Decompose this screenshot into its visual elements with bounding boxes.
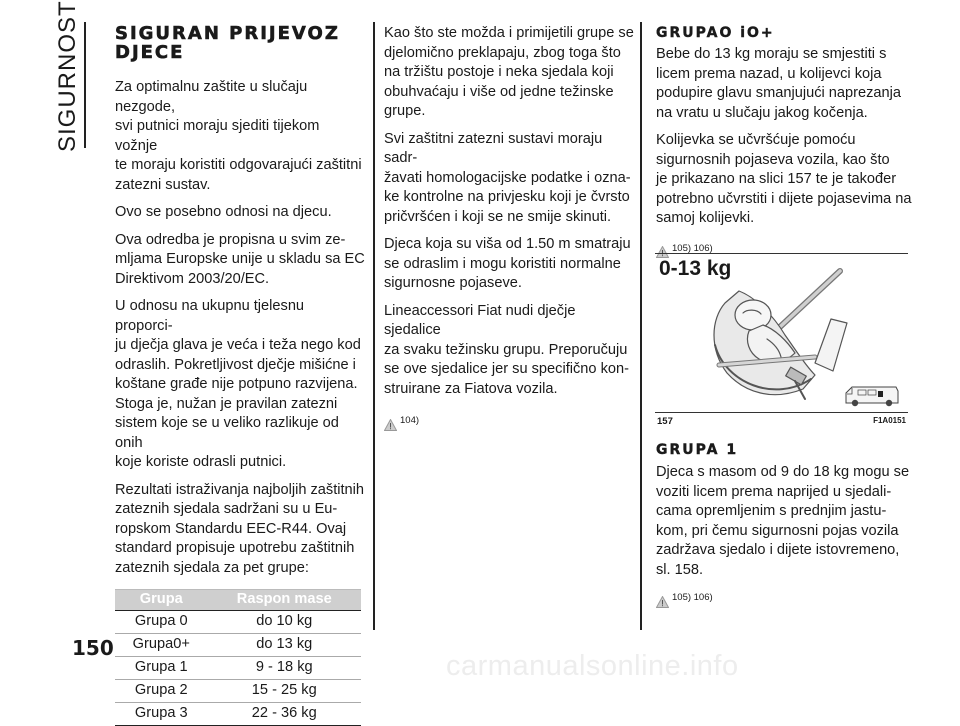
text-line: odraslih. Pokretljivost dječje mišićne i <box>115 356 356 373</box>
column-3 <box>656 24 912 258</box>
column-1-body <box>115 78 365 578</box>
text-line: kom, pri čemu sigurnosni pojas vozila <box>656 522 899 539</box>
text-line: Kolijevka se učvršćuje pomoću <box>656 132 856 148</box>
figure-number: 157 <box>657 416 673 427</box>
text-line: sigurnosne pojaseve. <box>384 275 522 291</box>
table-row <box>115 680 361 703</box>
text-line: potrebno učvrstiti i dijete pojasevima na <box>656 190 912 207</box>
text-line: obuhvaćaju i više od jedne težinske <box>384 83 614 100</box>
warning-reference-2 <box>656 588 912 608</box>
group-cell: Grupa 0 <box>115 611 208 634</box>
text-line: te moraju koristiti odgovarajući zaštitni <box>115 157 362 173</box>
text-line: Djeca koja su viša od 1.50 m smatraju <box>384 236 631 252</box>
text-line: Djeca s masom od 9 do 18 kg mogu se <box>656 464 910 480</box>
text-line: ke kontrolne na privjesku koji je čvrsto <box>384 189 630 205</box>
text-line: zateznih sjedala sadržani su u Eu- <box>115 501 338 517</box>
text-line: se ove sjedalice jer su specifično kon- <box>384 361 629 377</box>
paragraph <box>384 235 634 294</box>
column-2-body <box>384 24 634 399</box>
text-line: voziti licem prema naprijed u sjedali- <box>656 483 892 500</box>
paragraph <box>384 302 634 400</box>
weight-range-cell: do 10 kg <box>208 611 362 634</box>
page-number: 150 <box>72 636 114 660</box>
text-line: Bebe do 13 kg moraju se smjestiti s <box>656 46 887 62</box>
text-line: ju dječja glava je veća i teža nego kod <box>115 337 361 353</box>
paragraph <box>656 45 912 123</box>
text-line: Direktivom 2003/20/EC. <box>115 270 270 287</box>
heading-line-1: SIGURAN PRIJEVOZ <box>115 23 340 44</box>
text-line: standard propisuje upotrebu zaštitnih <box>115 540 355 556</box>
text-line: je prikazano na slici 157 te je također <box>656 171 897 187</box>
text-line: Ova odredba je propisna u svim ze- <box>115 231 346 248</box>
section-label: SIGURNOST <box>54 0 81 152</box>
text-line: Lineaccessori Fiat nudi dječje sjedalice <box>384 302 576 338</box>
text-line: na vratu u slučaju jakog kočenja. <box>656 104 868 121</box>
figure-code: F1A0151 <box>873 416 906 425</box>
column-divider-2 <box>640 22 642 630</box>
paragraph <box>115 78 365 195</box>
table-row <box>115 657 361 680</box>
table-header-group: Grupa <box>115 590 208 611</box>
text-line: zateznih sjedala za pet grupe: <box>115 559 309 576</box>
paragraph <box>384 130 634 228</box>
text-line: ropskom Standardu EEC-R44. Ovaj <box>115 520 347 537</box>
text-line: sistem koje se u veliko razlikuje od onih <box>115 415 339 451</box>
text-line: Ovo se posebno odnosi na djecu. <box>115 204 332 220</box>
section-heading <box>115 24 365 62</box>
warning-triangle-icon <box>656 596 669 608</box>
section-side-tab <box>40 0 100 152</box>
group-cell: Grupa 3 <box>115 703 208 726</box>
group-cell: Grupa 2 <box>115 680 208 703</box>
text-line: žavati homologacijske podatke i ozna- <box>384 169 631 186</box>
paragraph <box>115 203 365 223</box>
column-2 <box>384 24 634 431</box>
text-line: svi putnici moraju sjediti tijekom vožnje <box>115 118 320 154</box>
paragraph <box>115 481 365 579</box>
weight-range-cell: 9 - 18 kg <box>208 657 362 680</box>
text-line: za svaku težinsku grupu. Preporučuju <box>384 341 628 358</box>
text-line: zadržava sjedalo i dijete istovremeno, <box>656 542 900 558</box>
text-line: struirane za Fiatova vozila. <box>384 380 558 397</box>
group-1-body <box>656 463 912 580</box>
text-line: licem prema nazad, u kolijevci koja <box>656 65 882 82</box>
text-line: grupe. <box>384 103 426 119</box>
table-row <box>115 634 361 657</box>
paragraph <box>115 297 365 473</box>
text-line: Stoga je, nužan je pravilan zatezni <box>115 395 338 412</box>
warning-reference <box>384 411 634 431</box>
paragraph <box>656 463 912 580</box>
warning-ref-text: 105) 106) <box>672 592 713 603</box>
text-line: U odnosu na ukupnu tjelesnu proporci- <box>115 298 305 334</box>
text-line: sl. 158. <box>656 561 704 578</box>
text-line: samoj kolijevki. <box>656 210 755 226</box>
van-icon <box>844 383 900 409</box>
text-line: Rezultati istraživanja najboljih zaštitnih <box>115 481 365 498</box>
weight-range-cell: 15 - 25 kg <box>208 680 362 703</box>
table-row <box>115 703 361 726</box>
warning-ref-text: 105) 106) <box>672 242 713 254</box>
heading-line-2: DJECE <box>115 42 185 63</box>
text-line: mljama Europske unije u skladu sa EC <box>115 251 365 267</box>
weight-range-cell: do 13 kg <box>208 634 362 657</box>
warning-ref-text: 104) <box>400 415 420 426</box>
weight-group-table <box>115 589 361 726</box>
figure-157 <box>655 253 908 429</box>
group-0-heading: GRUPAO iO+ <box>656 25 775 41</box>
group-0-body <box>656 45 912 229</box>
text-line: sigurnosnih pojaseva vozila, kao što <box>656 151 890 168</box>
watermark: carmanualsonline.info <box>446 650 739 682</box>
text-line: podupire glavu smanjujući naprezanja <box>656 85 902 101</box>
table-header-weight: Raspon mase <box>208 590 362 611</box>
side-tab-divider <box>84 22 86 148</box>
warning-triangle-icon <box>384 419 397 431</box>
paragraph <box>384 24 634 122</box>
column-divider-1 <box>373 22 375 630</box>
text-line: Svi zaštitni zatezni sustavi moraju sadr- <box>384 130 603 166</box>
group-cell: Grupa0+ <box>115 634 208 657</box>
group-cell: Grupa 1 <box>115 657 208 680</box>
text-line: koje koriste odrasli putnici. <box>115 454 287 470</box>
text-line: Za optimalnu zaštite u slučaju nezgode, <box>115 79 308 115</box>
group-1-heading: GRUPA 1 <box>656 442 739 458</box>
figure-title: 0-13 kg <box>659 257 732 280</box>
table-row <box>115 611 361 634</box>
paragraph <box>656 131 912 229</box>
column-3-lower <box>656 441 912 608</box>
text-line: pričvršćen i koji se ne smije skinuti. <box>384 208 612 225</box>
weight-range-cell: 22 - 36 kg <box>208 703 362 726</box>
column-1 <box>115 24 365 726</box>
text-line: Kao što ste možda i primijetili grupe se <box>384 25 634 41</box>
text-line: zatezni sustav. <box>115 176 211 193</box>
text-line: se odraslim i mogu koristiti normalne <box>384 255 621 272</box>
text-line: cama opremljenim s prednjim jastu- <box>656 503 887 519</box>
paragraph <box>115 231 365 290</box>
text-line: na tržištu postoje i neka sjedala koji <box>384 64 614 80</box>
text-line: koštane građe nije potpuno razvijena. <box>115 376 358 392</box>
text-line: djelomično preklapaju, zbog toga što <box>384 44 621 61</box>
